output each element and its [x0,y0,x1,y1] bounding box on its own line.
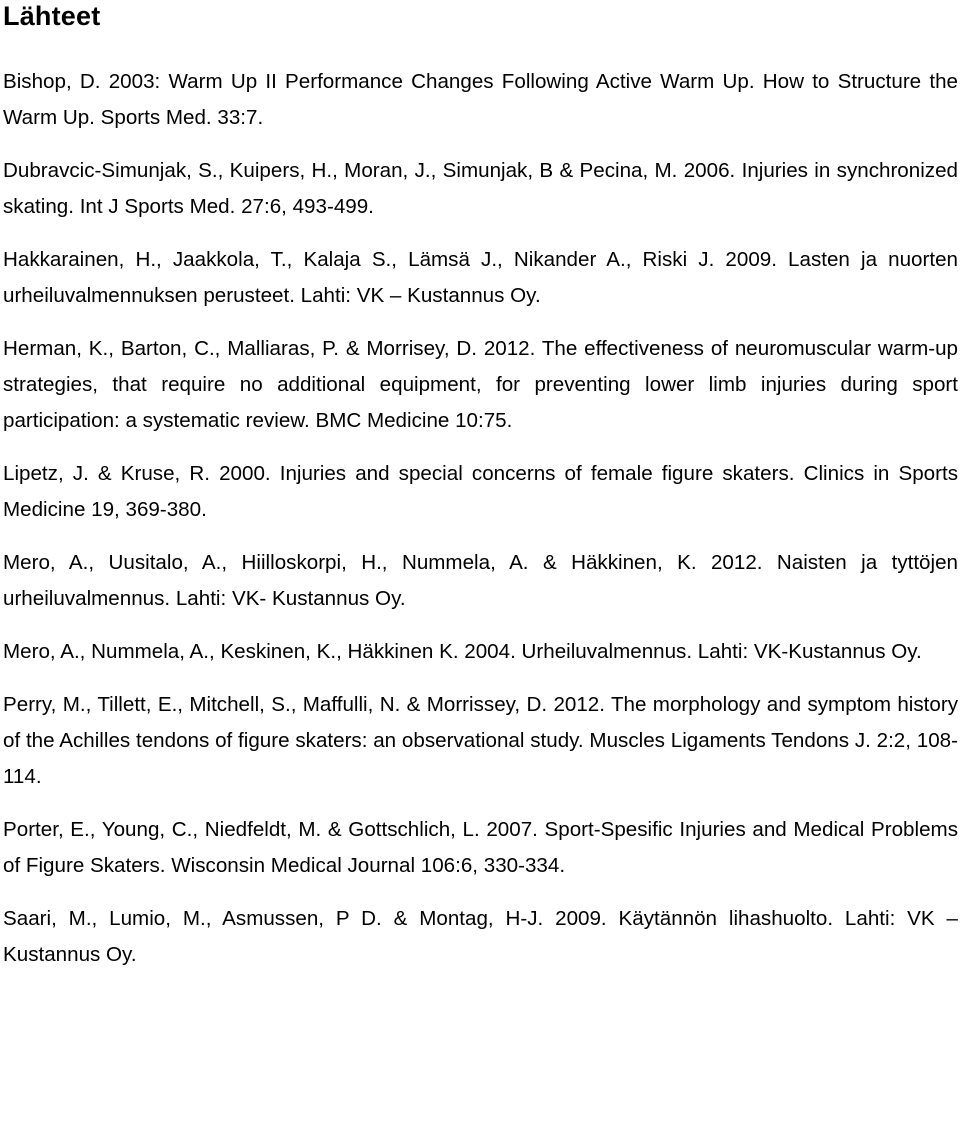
reference-item: Lipetz, J. & Kruse, R. 2000. Injuries and special concerns of female figure skaters. Clinics in Sports Medicine 19, 369-380. [3,462,958,522]
reference-item: Bishop, D. 2003: Warm Up II Performance Changes Following Active Warm Up. How to Structure the Warm Up. Sports Med. 33:7. [3,70,958,130]
reference-item: Mero, A., Uusitalo, A., Hiilloskorpi, H., Nummela, A. & Häkkinen, K. 2012. Naisten ja tyttöjen urheiluvalmennus. Lahti: VK- Kustannus Oy. [3,551,958,611]
reference-item: Dubravcic-Simunjak, S., Kuipers, H., Moran, J., Simunjak, B & Pecina, M. 2006. Injuries in synchronized skating. Int J Sports Med. 27:6, 493-499. [3,159,958,219]
reference-item: Mero, A., Nummela, A., Keskinen, K., Häkkinen K. 2004. Urheiluvalmennus. Lahti: VK-Kustannus Oy. [3,640,922,664]
page-title: Lähteet [3,1,101,31]
reference-list [3,64,958,990]
reference-item: Perry, M., Tillett, E., Mitchell, S., Maffulli, N. & Morrissey, D. 2012. The morphology and symptom history of the Achilles tendons of figure skaters: an observational study. Muscles Ligaments Tendons J. 2:2, 108-114. [3,693,958,789]
reference-item: Porter, E., Young, C., Niedfeldt, M. & Gottschlich, L. 2007. Sport-Spesific Injuries and Medical Problems of Figure Skaters. Wisconsin Medical Journal 106:6, 330-334. [3,818,958,878]
reference-item: Herman, K., Barton, C., Malliaras, P. & Morrisey, D. 2012. The effectiveness of neuromuscular warm-up strategies, that require no additional equipment, for preventing lower limb injuries during sport participation: a systematic review. BMC Medicine 10:75. [3,337,958,433]
reference-item: Hakkarainen, H., Jaakkola, T., Kalaja S., Lämsä J., Nikander A., Riski J. 2009. Lasten ja nuorten urheiluvalmennuksen perusteet. Lahti: VK – Kustannus Oy. [3,248,958,308]
reference-item: Saari, M., Lumio, M., Asmussen, P D. & Montag, H-J. 2009. Käytännön lihashuolto. Lahti: VK – Kustannus Oy. [3,907,958,967]
